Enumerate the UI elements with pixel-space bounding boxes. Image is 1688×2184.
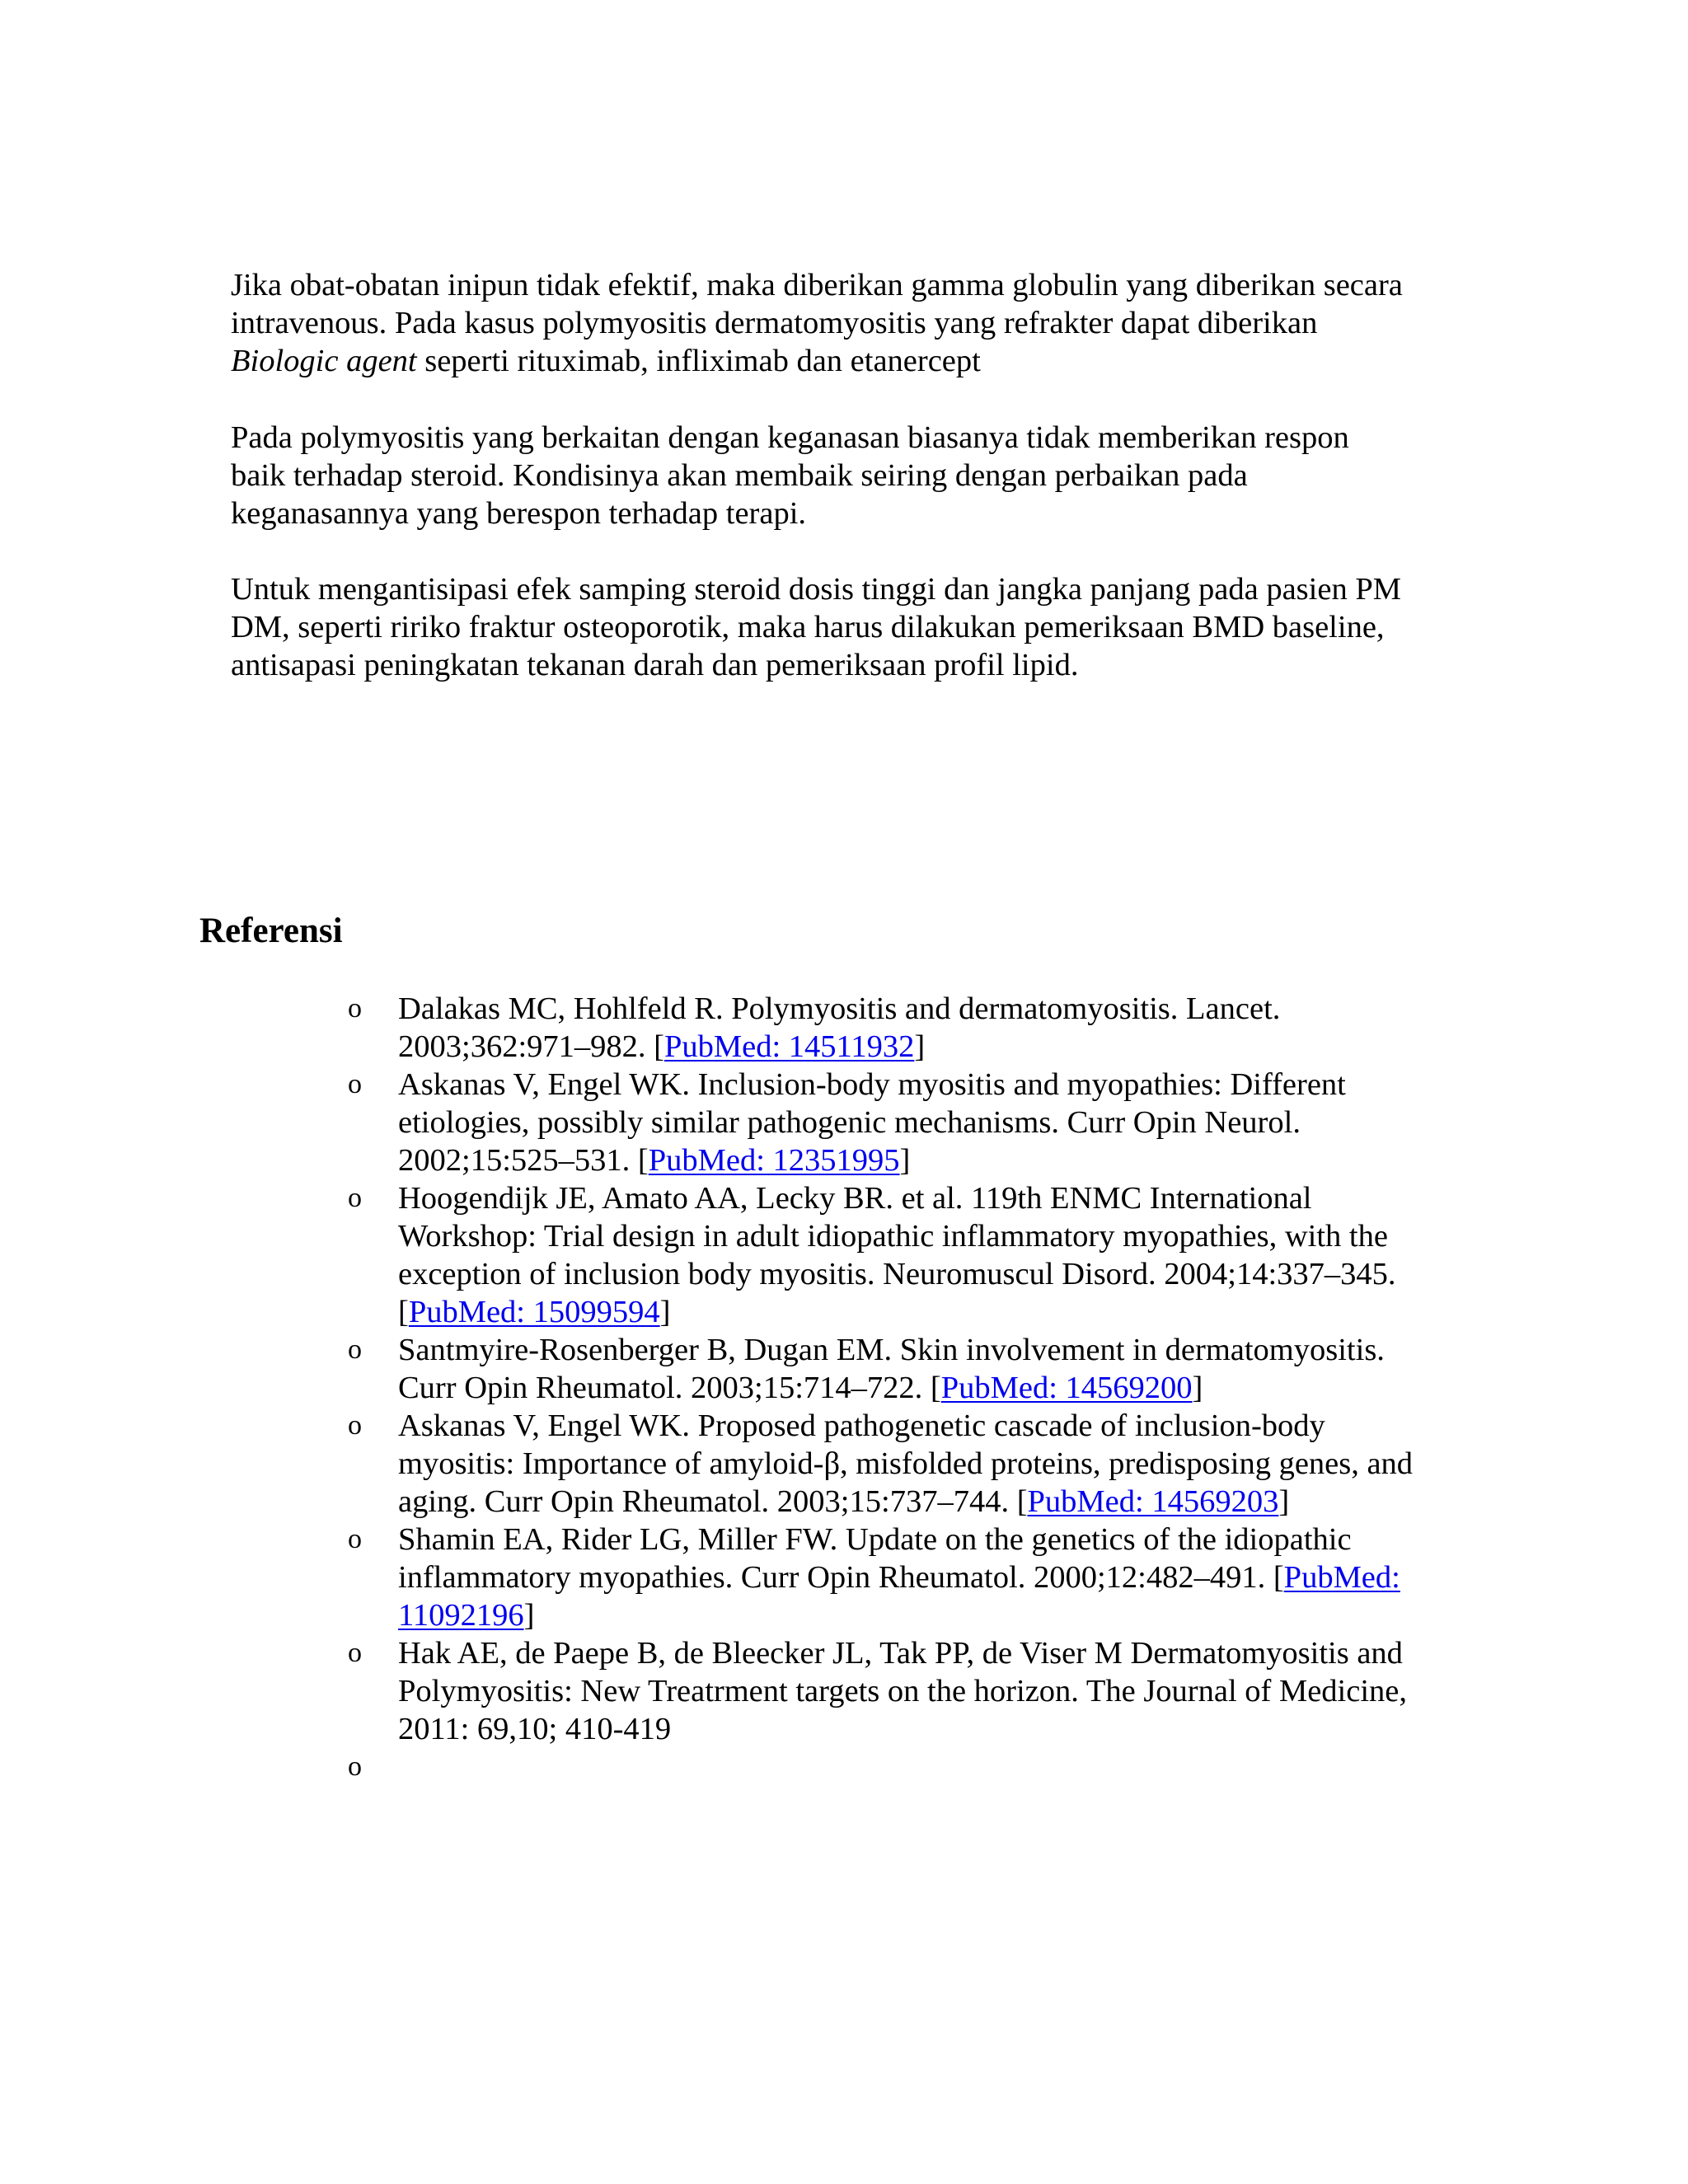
text-line: seperti rituximab, infliximab dan etanercept	[416, 344, 981, 378]
references-heading: Referensi	[199, 912, 343, 950]
text-line: baik terhadap steroid. Kondisinya akan membaik seiring dengan perbaikan pada	[231, 458, 1248, 493]
pubmed-link[interactable]: PubMed: 12351995	[648, 1143, 900, 1178]
reference-item	[0, 1066, 1470, 1179]
reference-text: Askanas V, Engel WK. Inclusion-body myositis and myopathies: Different	[398, 1067, 1346, 1102]
pubmed-link[interactable]: PubMed: 14569200	[940, 1371, 1193, 1405]
pubmed-link[interactable]: PubMed: 15099594	[408, 1295, 660, 1329]
text-line: Untuk mengantisipasi efek samping steroid dosis tinggi dan jangka panjang pada pasien PM	[231, 572, 1401, 607]
text-line: keganasannya yang berespon terhadap terapi.	[231, 496, 807, 531]
reference-text: ]	[659, 1295, 671, 1329]
reference-text: Polymyositis: New Treatrment targets on the horizon. The Journal of Medicine,	[398, 1674, 1407, 1708]
bullet-icon: o	[348, 1069, 362, 1099]
reference-item	[0, 1407, 1470, 1521]
reference-text: 2011: 69,10; 410-419	[398, 1712, 672, 1746]
reference-item	[0, 1331, 1470, 1407]
reference-text: Curr Opin Rheumatol. 2003;15:714–722. [	[398, 1371, 941, 1405]
pubmed-link[interactable]: PubMed:	[1283, 1560, 1400, 1595]
references-list	[0, 990, 1688, 1786]
bullet-icon: o	[348, 1183, 362, 1213]
reference-text: etiologies, possibly similar pathogenic mechanisms. Curr Opin Neurol.	[398, 1105, 1301, 1140]
reference-text: myositis: Importance of amyloid-β, misfolded proteins, predisposing genes, and	[398, 1446, 1414, 1481]
reference-text: Santmyire-Rosenberger B, Dugan EM. Skin involvement in dermatomyositis.	[398, 1333, 1385, 1367]
reference-text: exception of inclusion body myositis. Neuromuscul Disord. 2004;14:337–345.	[398, 1257, 1396, 1291]
bullet-icon: o	[348, 1334, 362, 1365]
text-line: Jika obat-obatan inipun tidak efektif, maka diberikan gamma globulin yang diberikan secara	[231, 268, 1403, 302]
reference-text: Askanas V, Engel WK. Proposed pathogenetic cascade of inclusion-body	[398, 1408, 1325, 1443]
bullet-icon: o	[348, 1524, 362, 1554]
reference-text: [	[398, 1295, 409, 1329]
paragraph-malignancy	[231, 419, 1484, 532]
text-line: DM, seperti ririko fraktur osteoporotik, maka harus dilakukan pemeriksaan BMD baseline,	[231, 610, 1385, 644]
reference-text: Workshop: Trial design in adult idiopathic inflammatory myopathies, with the	[398, 1219, 1388, 1254]
reference-item-empty	[0, 1748, 1470, 1786]
reference-item	[0, 1179, 1470, 1331]
reference-item	[0, 1521, 1470, 1634]
reference-text: 2002;15:525–531. [	[398, 1143, 649, 1178]
text-line: intravenous. Pada kasus polymyositis dermatomyositis yang refrakter dapat diberikan	[231, 306, 1318, 340]
reference-text: ]	[914, 1029, 926, 1064]
paragraph-steroid-side-effects	[231, 570, 1484, 684]
reference-item	[0, 990, 1470, 1066]
text-line: Pada polymyositis yang berkaitan dengan keganasan biasanya tidak memberikan respon	[231, 420, 1349, 455]
reference-item	[0, 1634, 1470, 1748]
italic-term: Biologic agent	[231, 344, 417, 378]
pubmed-link[interactable]: PubMed: 14511932	[663, 1029, 915, 1064]
reference-text: Hak AE, de Paepe B, de Bleecker JL, Tak PP, de Viser M Dermatomyositis and	[398, 1636, 1403, 1671]
text-line: antisapasi peningkatan tekanan darah dan pemeriksaan profil lipid.	[231, 648, 1079, 682]
bullet-icon: o	[348, 1751, 362, 1782]
paragraph-gamma-globulin	[231, 266, 1484, 380]
reference-text: Dalakas MC, Hohlfeld R. Polymyositis and dermatomyositis. Lancet.	[398, 991, 1281, 1026]
reference-text: aging. Curr Opin Rheumatol. 2003;15:737–744. [	[398, 1484, 1028, 1519]
pubmed-link[interactable]: 11092196	[398, 1598, 524, 1633]
pubmed-link[interactable]: PubMed: 14569203	[1027, 1484, 1279, 1519]
reference-text: ]	[1278, 1484, 1290, 1519]
reference-text: inflammatory myopathies. Curr Opin Rheumatol. 2000;12:482–491. [	[398, 1560, 1284, 1595]
reference-text: ]	[899, 1143, 911, 1178]
bullet-icon: o	[348, 1638, 362, 1668]
reference-text: ]	[1192, 1371, 1203, 1405]
bullet-icon: o	[348, 1410, 362, 1441]
reference-text: 2003;362:971–982. [	[398, 1029, 664, 1064]
reference-text: Hoogendijk JE, Amato AA, Lecky BR. et al. 119th ENMC International	[398, 1181, 1312, 1216]
reference-text: Shamin EA, Rider LG, Miller FW. Update on the genetics of the idiopathic	[398, 1522, 1352, 1557]
bullet-icon: o	[348, 993, 362, 1024]
reference-text: ]	[523, 1598, 535, 1633]
